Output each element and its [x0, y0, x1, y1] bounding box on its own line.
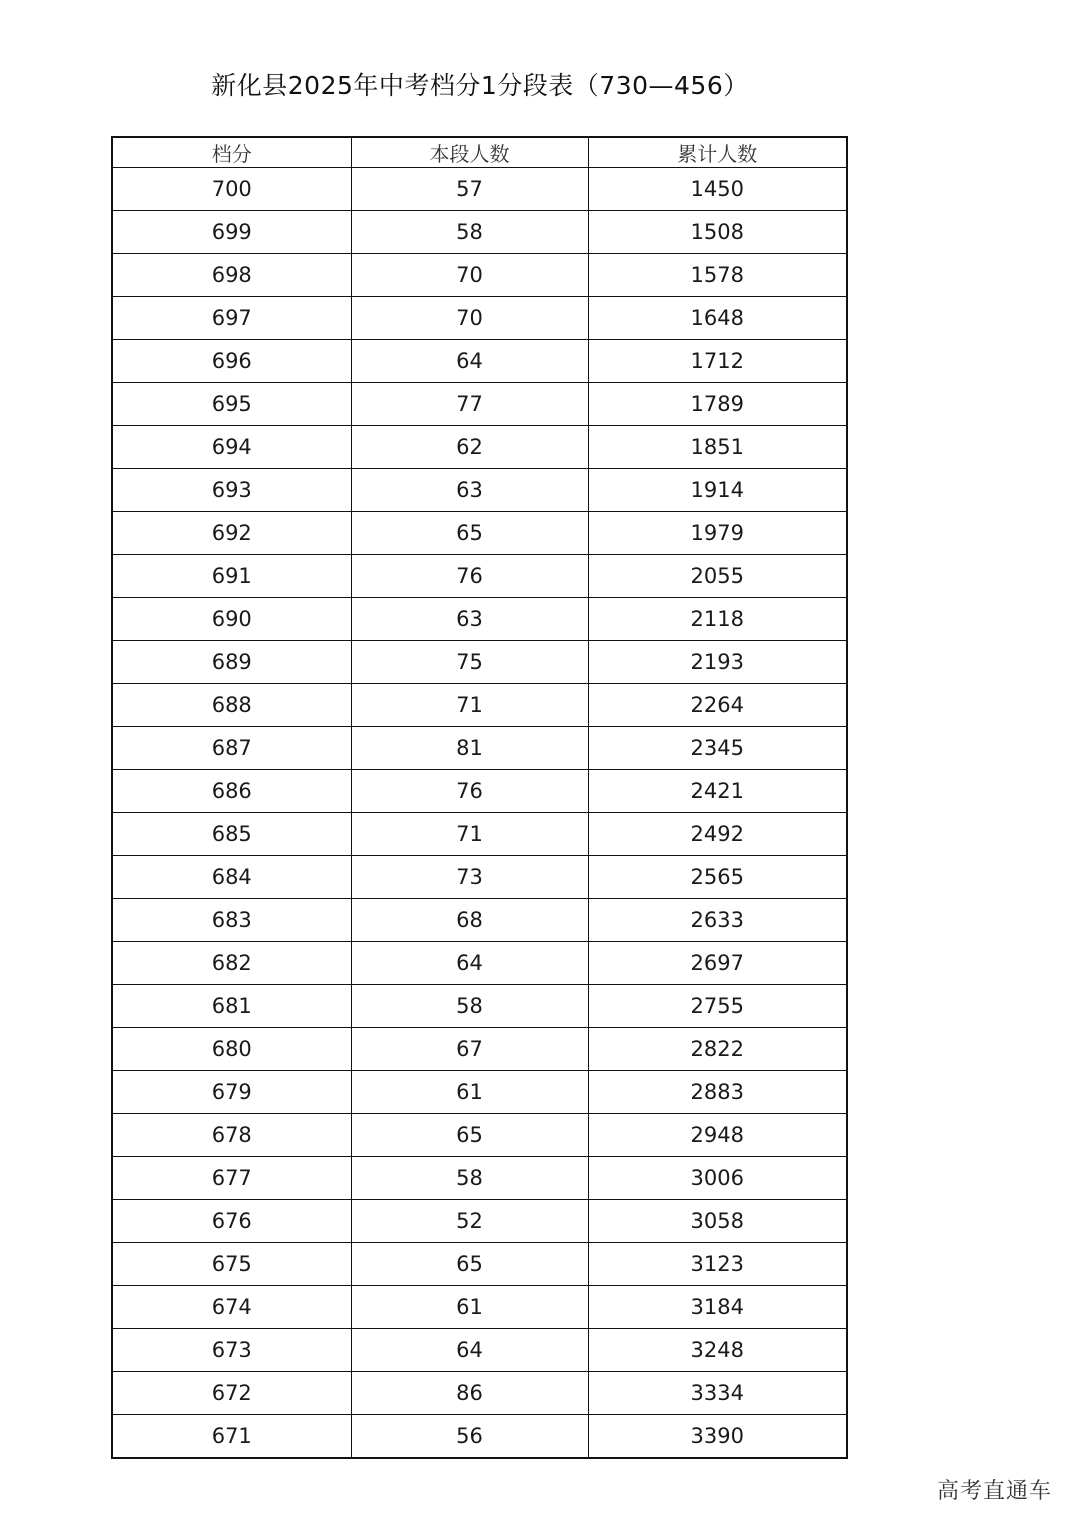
table-row	[112, 211, 847, 254]
cell-cumulative-count: 3123	[588, 1243, 847, 1286]
table-row	[112, 555, 847, 598]
cell-cumulative-count: 1450	[588, 168, 847, 211]
cell-score: 691	[112, 555, 351, 598]
cell-segment-count: 63	[351, 598, 588, 641]
watermark: 高考直通车	[936, 1479, 1052, 1504]
table-row	[112, 383, 847, 426]
cell-segment-count: 58	[351, 1157, 588, 1200]
cell-segment-count: 64	[351, 340, 588, 383]
cell-score: 690	[112, 598, 351, 641]
cell-score: 693	[112, 469, 351, 512]
cell-score: 695	[112, 383, 351, 426]
table-row	[112, 512, 847, 555]
cell-score: 689	[112, 641, 351, 684]
cell-segment-count: 61	[351, 1071, 588, 1114]
cell-cumulative-count: 2118	[588, 598, 847, 641]
cell-score: 677	[112, 1157, 351, 1200]
table-row	[112, 254, 847, 297]
cell-segment-count: 70	[351, 254, 588, 297]
cell-segment-count: 76	[351, 770, 588, 813]
cell-cumulative-count: 2755	[588, 985, 847, 1028]
cell-cumulative-count: 2055	[588, 555, 847, 598]
cell-score: 673	[112, 1329, 351, 1372]
table-row	[112, 727, 847, 770]
cell-segment-count: 58	[351, 985, 588, 1028]
cell-segment-count: 86	[351, 1372, 588, 1415]
table-row	[112, 641, 847, 684]
cell-score: 700	[112, 168, 351, 211]
cell-score: 683	[112, 899, 351, 942]
cell-cumulative-count: 3390	[588, 1415, 847, 1459]
cell-segment-count: 65	[351, 512, 588, 555]
table-row	[112, 168, 847, 211]
table-row	[112, 985, 847, 1028]
table-row	[112, 1157, 847, 1200]
table-row	[112, 469, 847, 512]
cell-segment-count: 52	[351, 1200, 588, 1243]
cell-segment-count: 81	[351, 727, 588, 770]
cell-cumulative-count: 2193	[588, 641, 847, 684]
cell-score: 681	[112, 985, 351, 1028]
cell-segment-count: 62	[351, 426, 588, 469]
header-cumulative-count: 累计人数	[588, 137, 847, 168]
cell-score: 688	[112, 684, 351, 727]
cell-cumulative-count: 3334	[588, 1372, 847, 1415]
cell-score: 696	[112, 340, 351, 383]
header-segment-count: 本段人数	[351, 137, 588, 168]
cell-segment-count: 63	[351, 469, 588, 512]
table-row	[112, 1286, 847, 1329]
cell-score: 697	[112, 297, 351, 340]
table-row	[112, 1028, 847, 1071]
table-row	[112, 813, 847, 856]
cell-cumulative-count: 3058	[588, 1200, 847, 1243]
table-row	[112, 1415, 847, 1459]
cell-segment-count: 75	[351, 641, 588, 684]
score-table	[111, 136, 848, 1459]
cell-cumulative-count: 1648	[588, 297, 847, 340]
table-header-row	[112, 137, 847, 168]
cell-score: 699	[112, 211, 351, 254]
cell-cumulative-count: 1712	[588, 340, 847, 383]
table-row	[112, 1200, 847, 1243]
cell-cumulative-count: 2822	[588, 1028, 847, 1071]
cell-cumulative-count: 2492	[588, 813, 847, 856]
table-row	[112, 856, 847, 899]
cell-score: 682	[112, 942, 351, 985]
cell-cumulative-count: 2633	[588, 899, 847, 942]
cell-cumulative-count: 2345	[588, 727, 847, 770]
header-score: 档分	[112, 137, 351, 168]
table-row	[112, 1329, 847, 1372]
cell-score: 685	[112, 813, 351, 856]
cell-cumulative-count: 1789	[588, 383, 847, 426]
table-row	[112, 899, 847, 942]
page-title: 新化县2025年中考档分1分段表（730—456）	[211, 71, 749, 100]
table-row	[112, 340, 847, 383]
table-row	[112, 684, 847, 727]
cell-segment-count: 56	[351, 1415, 588, 1459]
table-row	[112, 297, 847, 340]
table-body	[112, 168, 847, 1459]
cell-segment-count: 70	[351, 297, 588, 340]
table-row	[112, 1114, 847, 1157]
table-row	[112, 1243, 847, 1286]
cell-score: 692	[112, 512, 351, 555]
cell-cumulative-count: 1851	[588, 426, 847, 469]
cell-cumulative-count: 3006	[588, 1157, 847, 1200]
cell-cumulative-count: 1914	[588, 469, 847, 512]
cell-cumulative-count: 1578	[588, 254, 847, 297]
cell-score: 679	[112, 1071, 351, 1114]
cell-segment-count: 71	[351, 813, 588, 856]
cell-score: 672	[112, 1372, 351, 1415]
cell-segment-count: 64	[351, 942, 588, 985]
cell-segment-count: 65	[351, 1243, 588, 1286]
cell-segment-count: 68	[351, 899, 588, 942]
cell-segment-count: 58	[351, 211, 588, 254]
cell-cumulative-count: 1979	[588, 512, 847, 555]
cell-segment-count: 76	[351, 555, 588, 598]
cell-cumulative-count: 2883	[588, 1071, 847, 1114]
cell-cumulative-count: 2948	[588, 1114, 847, 1157]
cell-score: 674	[112, 1286, 351, 1329]
cell-cumulative-count: 3184	[588, 1286, 847, 1329]
cell-cumulative-count: 2264	[588, 684, 847, 727]
cell-segment-count: 64	[351, 1329, 588, 1372]
cell-segment-count: 65	[351, 1114, 588, 1157]
cell-score: 687	[112, 727, 351, 770]
table-row	[112, 426, 847, 469]
cell-score: 686	[112, 770, 351, 813]
cell-cumulative-count: 3248	[588, 1329, 847, 1372]
cell-cumulative-count: 2565	[588, 856, 847, 899]
cell-segment-count: 57	[351, 168, 588, 211]
cell-cumulative-count: 2421	[588, 770, 847, 813]
cell-cumulative-count: 2697	[588, 942, 847, 985]
cell-score: 671	[112, 1415, 351, 1459]
table-row	[112, 942, 847, 985]
table-row	[112, 1071, 847, 1114]
cell-score: 676	[112, 1200, 351, 1243]
cell-segment-count: 73	[351, 856, 588, 899]
cell-segment-count: 67	[351, 1028, 588, 1071]
table-row	[112, 770, 847, 813]
cell-segment-count: 77	[351, 383, 588, 426]
cell-score: 678	[112, 1114, 351, 1157]
cell-score: 694	[112, 426, 351, 469]
cell-score: 675	[112, 1243, 351, 1286]
cell-score: 698	[112, 254, 351, 297]
table-row	[112, 598, 847, 641]
cell-segment-count: 61	[351, 1286, 588, 1329]
cell-score: 680	[112, 1028, 351, 1071]
cell-cumulative-count: 1508	[588, 211, 847, 254]
table-row	[112, 1372, 847, 1415]
cell-score: 684	[112, 856, 351, 899]
cell-segment-count: 71	[351, 684, 588, 727]
